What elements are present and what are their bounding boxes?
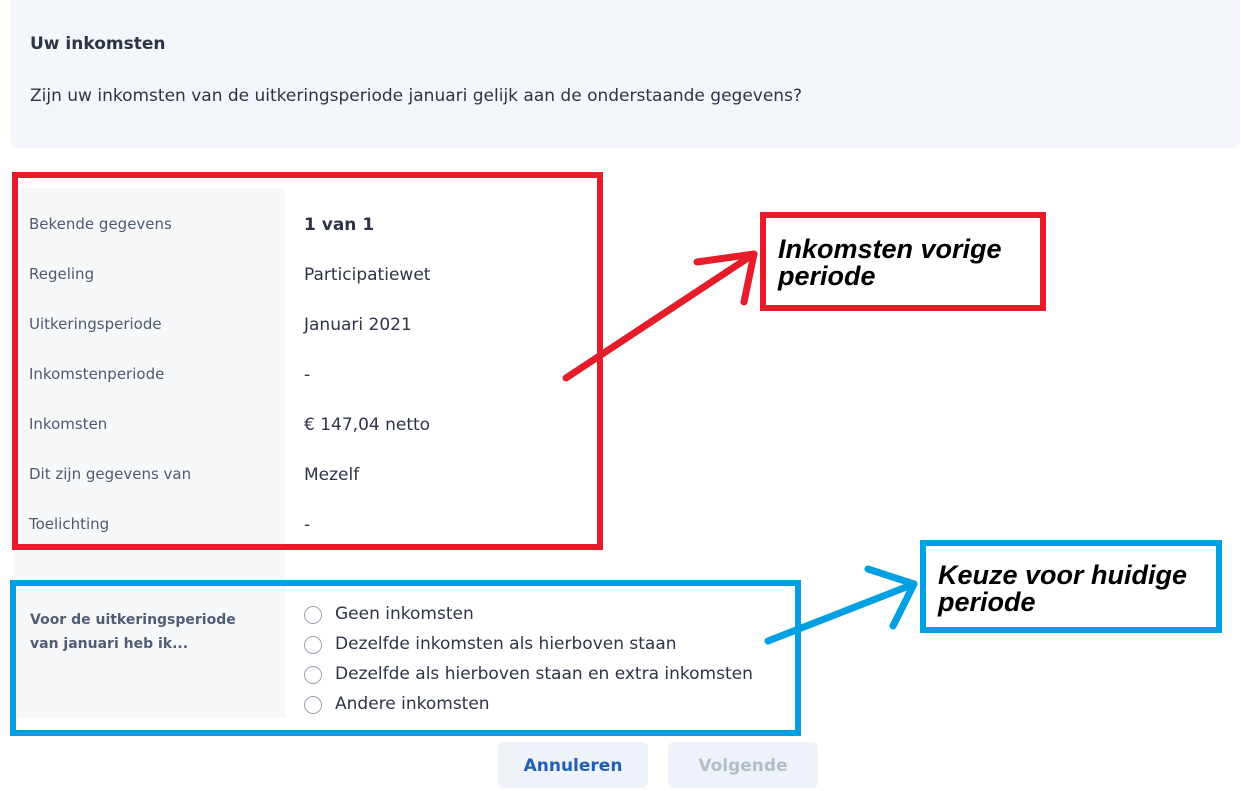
blue-arrow-icon <box>768 569 914 641</box>
callout-line: Keuze voor huidige <box>938 560 1188 590</box>
callout-line: periode <box>938 587 1036 617</box>
detail-value: - <box>304 515 311 535</box>
detail-value: 1 van 1 <box>304 215 375 235</box>
radio-label[interactable]: Andere inkomsten <box>335 694 490 714</box>
section-title: Uw inkomsten <box>30 34 166 54</box>
detail-label: Bekende gegevens <box>29 215 172 233</box>
question-line: Voor de uitkeringsperiode <box>30 612 236 628</box>
detail-label: Inkomstenperiode <box>29 365 165 383</box>
radio-label[interactable]: Dezelfde als hierboven staan en extra inkomsten <box>335 664 753 684</box>
detail-value: Januari 2021 <box>304 315 412 335</box>
detail-value: € 147,04 netto <box>304 415 431 435</box>
callout-text <box>938 562 1187 616</box>
detail-label: Dit zijn gegevens van <box>29 465 192 483</box>
detail-label: Uitkeringsperiode <box>29 315 162 333</box>
detail-label: Inkomsten <box>29 415 108 433</box>
radio-label[interactable]: Dezelfde inkomsten als hierboven staan <box>335 634 677 654</box>
detail-value: - <box>304 365 311 385</box>
intro-question: Zijn uw inkomsten van de uitkeringsperiode januari gelijk aan de onderstaande gegevens? <box>30 86 802 106</box>
callout-line: periode <box>778 261 876 291</box>
callout-current-period <box>920 540 1222 633</box>
callout-line: Inkomsten vorige <box>778 234 1002 264</box>
callout-text <box>778 236 1002 290</box>
red-arrow-icon <box>566 254 754 378</box>
detail-value: Participatiewet <box>304 265 431 285</box>
question-line: van januari heb ik... <box>30 636 189 652</box>
callout-previous-period <box>760 212 1046 311</box>
cancel-button[interactable]: Annuleren <box>498 742 648 788</box>
detail-label: Toelichting <box>29 515 110 533</box>
detail-label: Regeling <box>29 265 95 283</box>
detail-value: Mezelf <box>304 465 360 485</box>
next-button[interactable]: Volgende <box>668 742 818 788</box>
radio-label[interactable]: Geen inkomsten <box>335 604 474 624</box>
